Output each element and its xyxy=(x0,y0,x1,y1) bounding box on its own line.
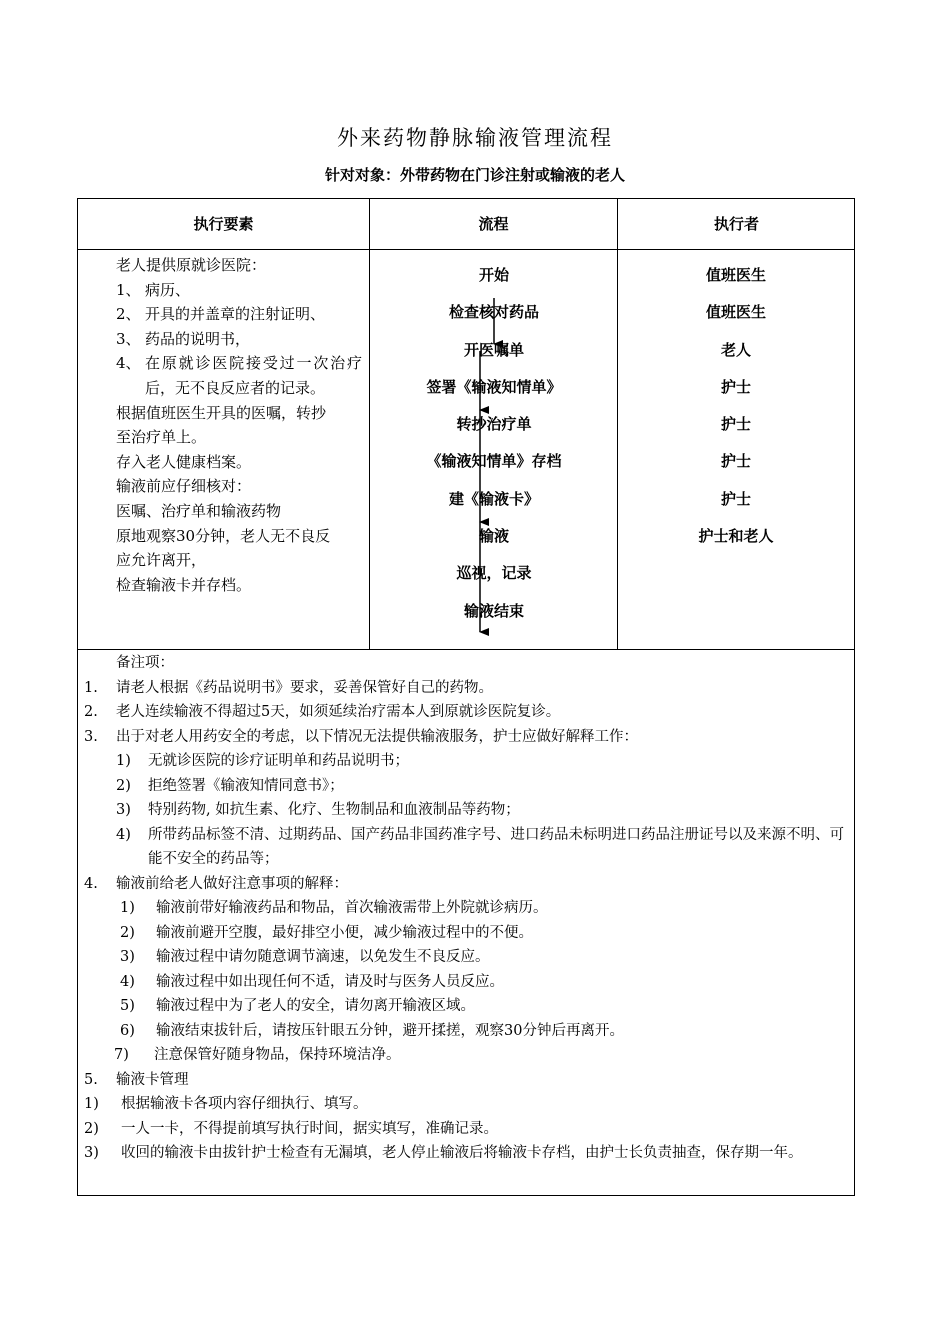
note-subitem xyxy=(84,798,850,823)
note-number: 2. xyxy=(84,704,98,720)
header-elements: 执行要素 xyxy=(193,215,254,233)
flow-step: 输液 xyxy=(478,527,509,545)
note-number: 6) xyxy=(120,1022,135,1039)
flow-step: 《输液知情单》存档 xyxy=(426,452,562,470)
elements-intro: 老人提供原就诊医院： xyxy=(116,256,267,274)
item-text: 病历、 xyxy=(145,280,191,299)
note-text: 输液结束拔针后，请按压针眼五分钟，避开揉搓，观察30分钟后再离开。 xyxy=(156,1022,624,1039)
executor-cell: 护士 xyxy=(720,452,751,470)
flow-step: 输液结束 xyxy=(463,602,524,620)
note-subitem xyxy=(84,1019,850,1044)
note-number: 4) xyxy=(120,973,135,990)
note-subitem xyxy=(84,749,850,774)
note-number: 4) xyxy=(116,826,131,843)
note-text: 特别药物, 如抗生素、化疗、生物制品和血液制品等药物； xyxy=(148,802,520,818)
executor-cell: 护士 xyxy=(720,490,751,508)
notes-section xyxy=(84,651,850,1166)
note-number: 5) xyxy=(120,998,135,1014)
note-subitem xyxy=(84,1043,850,1068)
flow-step: 检查核对药品 xyxy=(448,303,539,321)
elements-line: 输液前应仔细核对： xyxy=(116,477,252,496)
note-text: 输液过程中请勿随意调节滴速，以免发生不良反应。 xyxy=(156,949,490,965)
note-number: 4. xyxy=(84,875,98,892)
executor-cell: 值班医生 xyxy=(705,266,766,284)
note-item xyxy=(84,676,850,701)
note-number: 2) xyxy=(84,1120,99,1137)
notes-heading: 备注项： xyxy=(116,655,174,671)
note-text: 输液前给老人做好注意事项的解释： xyxy=(116,875,348,892)
note-subitem xyxy=(84,945,850,970)
item-text: 开具的并盖章的注射证明、 xyxy=(145,305,326,324)
note-item xyxy=(84,872,850,897)
executor-cell: 护士和老人 xyxy=(698,527,774,545)
note-text: 请老人根据《药品说明书》要求，妥善保管好自己的药物。 xyxy=(116,679,493,696)
note-number: 1) xyxy=(84,1096,99,1112)
note-text: 出于对老人用药安全的考虑，以下情况无法提供输液服务，护士应做好解释工作： xyxy=(116,728,638,745)
document-subtitle: 针对对象：外带药物在门诊注射或输液的老人 xyxy=(324,166,625,184)
note-subitem xyxy=(84,896,850,921)
note-text: 输液过程中为了老人的安全，请勿离开输液区域。 xyxy=(156,998,475,1014)
note-text: 注意保管好随身物品，保持环境洁净。 xyxy=(154,1047,401,1063)
note-number: 3. xyxy=(84,728,98,745)
note-number: 7) xyxy=(114,1047,129,1063)
note-number: 3) xyxy=(116,802,131,818)
item-number: 3、 xyxy=(116,329,141,348)
item-text: 在原就诊医院接受过一次治疗后，无不良反应者的记录。 xyxy=(145,354,362,397)
note-text: 拒绝签署《输液知情同意书》； xyxy=(148,777,344,794)
note-item xyxy=(84,725,850,750)
note-text: 老人连续输液不得超过5天，如须延续治疗需本人到原就诊医院复诊。 xyxy=(116,704,561,720)
note-subitem xyxy=(84,823,850,872)
note-text: 收回的输液卡由拔针护士检查有无漏填，老人停止输液后将输液卡存档，由护士长负责抽查，保存期一年。 xyxy=(121,1145,803,1161)
item-number: 4、 xyxy=(116,354,141,373)
note-number: 3) xyxy=(120,949,135,965)
note-text: 输液前避开空腹，最好排空小便，减少输液过程中的不便。 xyxy=(156,924,533,941)
note-subitem xyxy=(84,1141,850,1166)
note-text: 无就诊医院的诊疗证明单和药品说明书； xyxy=(148,753,409,769)
elements-line: 存入老人健康档案。 xyxy=(116,452,252,471)
document-title: 外来药物静脉输液管理流程 xyxy=(337,126,613,150)
note-text: 根据输液卡各项内容仔细执行、填写。 xyxy=(121,1096,368,1112)
flow-step: 转抄治疗单 xyxy=(456,415,532,433)
note-subitem xyxy=(84,994,850,1019)
note-number: 2) xyxy=(120,924,135,941)
note-number: 1) xyxy=(116,753,131,769)
elements-line: 医嘱、治疗单和输液药物 xyxy=(116,501,282,520)
note-number: 2) xyxy=(116,777,131,794)
flow-step: 开医嘱单 xyxy=(463,341,524,359)
note-text: 一人一卡，不得提前填写执行时间，据实填写，准确记录。 xyxy=(121,1120,498,1137)
item-number: 2、 xyxy=(116,305,141,324)
elements-line: 根据值班医生开具的医嘱，转抄 xyxy=(116,403,327,422)
note-text: 所带药品标签不清、过期药品、国产药品非国药准字号、进口药品未标明进口药品注册证号以及来源不明、可能不安全的药品等； xyxy=(148,826,844,867)
item-number: 1、 xyxy=(116,280,141,299)
header-flow: 流程 xyxy=(478,215,509,233)
elements-line: 应允许离开， xyxy=(116,551,207,570)
elements-line: 至治疗单上。 xyxy=(116,428,207,447)
note-text: 输液卡管理 xyxy=(116,1071,189,1088)
elements-line: 检查输液卡并存档。 xyxy=(116,575,252,594)
flow-step: 签署《输液知情单》 xyxy=(426,378,562,396)
note-subitem xyxy=(84,1117,850,1142)
note-number: 5. xyxy=(84,1071,98,1088)
note-item xyxy=(84,1068,850,1093)
note-subitem xyxy=(84,921,850,946)
flow-step: 开始 xyxy=(478,266,509,284)
note-text: 输液前带好输液药品和物品，首次输液需带上外院就诊病历。 xyxy=(156,900,548,916)
elements-line: 原地观察30分钟，老人无不良反 xyxy=(116,526,331,545)
executor-cell: 值班医生 xyxy=(705,303,766,321)
note-number: 1. xyxy=(84,679,98,696)
note-number: 1) xyxy=(120,900,135,916)
executor-cell: 老人 xyxy=(720,341,751,359)
note-subitem xyxy=(84,1092,850,1117)
note-number: 3) xyxy=(84,1145,99,1161)
note-subitem xyxy=(84,774,850,799)
flow-step: 建《输液卡》 xyxy=(448,490,539,508)
flow-step: 巡视，记录 xyxy=(456,564,532,582)
header-executor: 执行者 xyxy=(713,215,759,233)
executor-cell: 护士 xyxy=(720,378,751,396)
item-text: 药品的说明书， xyxy=(145,329,251,348)
note-item xyxy=(84,700,850,725)
note-text: 输液过程中如出现任何不适，请及时与医务人员反应。 xyxy=(156,973,504,990)
executor-cell: 护士 xyxy=(720,415,751,433)
note-subitem xyxy=(84,970,850,995)
